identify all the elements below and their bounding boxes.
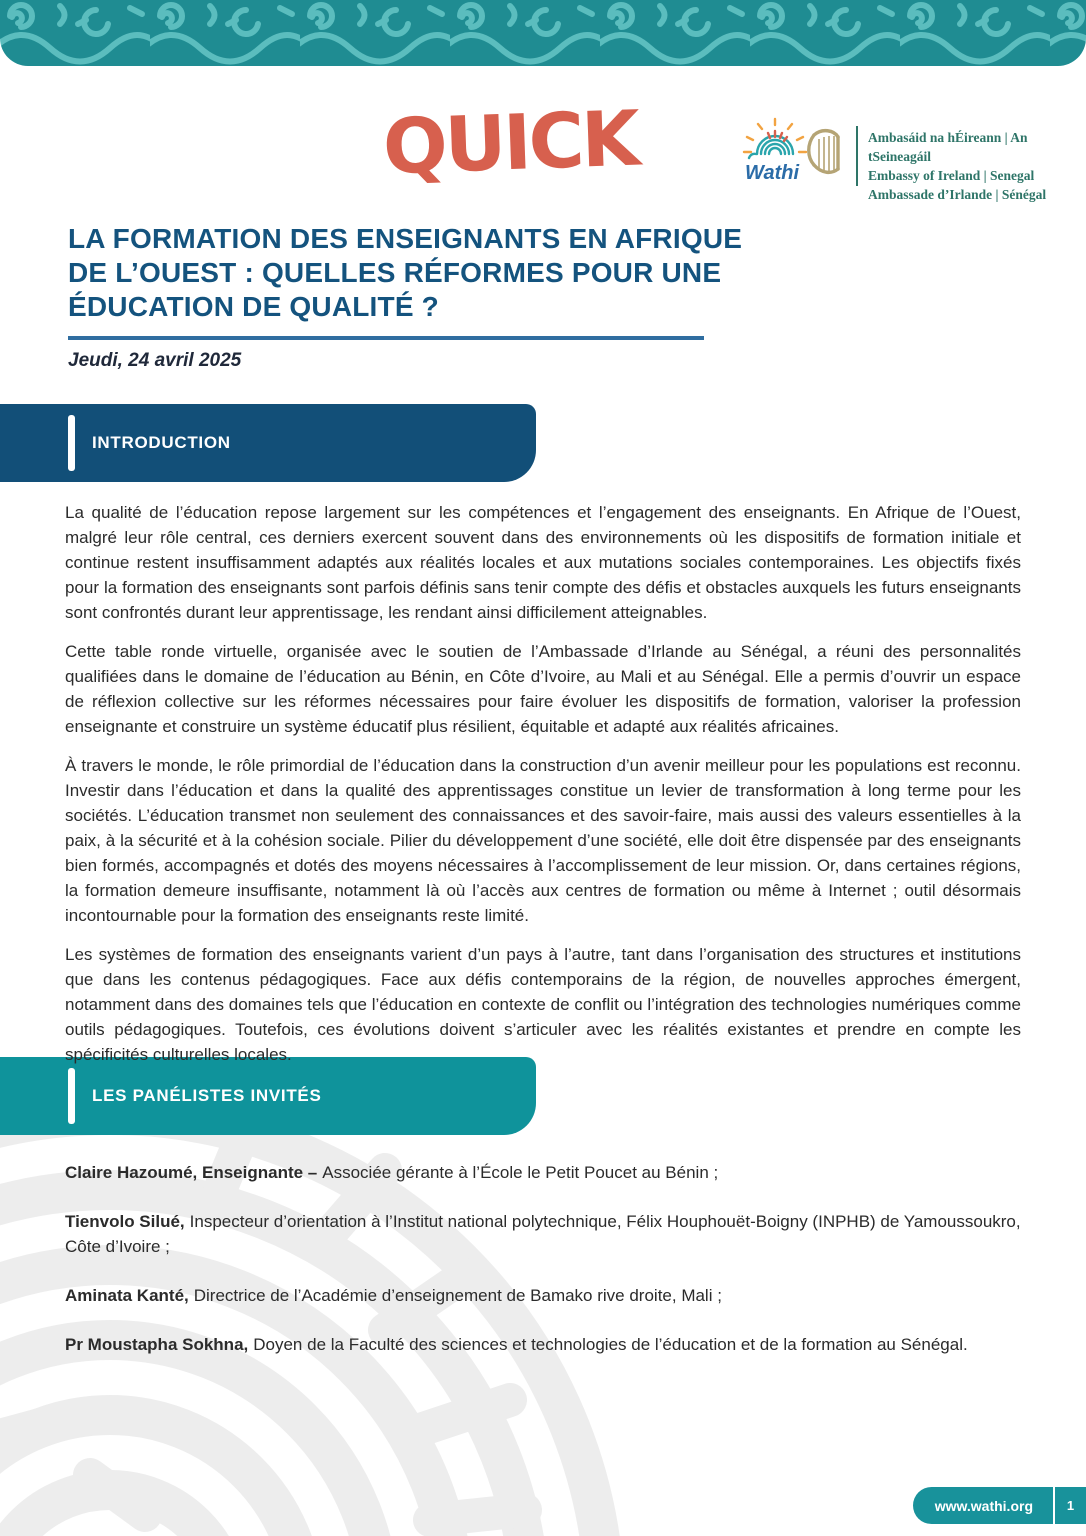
introduction-body — [65, 500, 1021, 1081]
title-line-3: ÉDUCATION DE QUALITÉ ? — [68, 291, 439, 322]
wathi-logo — [731, 112, 813, 186]
panelist-name: Claire Hazoumé, Enseignante – — [65, 1163, 318, 1182]
panelist-name: Tienvolo Silué, — [65, 1212, 185, 1231]
embassy-logo-divider — [856, 126, 858, 186]
website-link[interactable]: www.wathi.org — [913, 1487, 1053, 1524]
list-item — [65, 1332, 1021, 1357]
paragraph: Les systèmes de formation des enseignants varient d’un pays à l’autre, tant dans l’organisation des structures et institutions que dans les contenus pédagogiques. Face aux défis contemporains de la région, de nouvelles approches émergent, notamment dans des domaines tels que l’éducation en contexte de conflit ou l’intégration des technologies numériques comme outils pédagogiques. Toutefois, ces évolutions doivent s’articuler avec les réalités existantes et prendre en compte les spécificités culturelles locales. — [65, 945, 1021, 1064]
panelist-name: Pr Moustapha Sokhna, — [65, 1335, 249, 1354]
panelist-description: Associée gérante à l’École le Petit Poucet au Bénin ; — [322, 1163, 719, 1182]
paragraph: À travers le monde, le rôle primordial de l’éducation dans la construction d’un avenir meilleur pour les populations est reconnu. Investir dans l’éducation et dans la qualité des apprentissages constitue un levier de transformation à long terme pour les sociétés. L’éducation transmet non seulement des connaissances et des savoir-faire, mais aussi des valeurs essentielles à la paix, à la sécurité et à la cohésion sociale. Pilier du développement d’une société, elle doit être dispensée par des enseignants bien formés, accompagnés et dotés des moyens nécessaires à l’accomplissement de leur mission. Or, dans certaines régions, la formation demeure insuffisante, notamment là où l’accès aux centres de formation ou même à Internet ; outil désormais incontournable pour la formation des enseignants reste limité. — [65, 756, 1021, 925]
panelists-section-label: LES PANÉLISTES INVITÉS — [92, 1086, 322, 1105]
panelists-list — [65, 1160, 1021, 1381]
title-underline — [68, 336, 704, 340]
panelist-description: Directrice de l’Académie d’enseignement de Bamako rive droite, Mali ; — [193, 1286, 722, 1305]
introduction-section-label: INTRODUCTION — [92, 433, 231, 452]
embassy-line-irish: Ambasáid na hÉireann | An tSeineagáil — [868, 130, 1028, 164]
title-line-2: DE L’OUEST : QUELLES RÉFORMES POUR UNE — [68, 257, 722, 288]
list-item — [65, 1160, 1021, 1185]
event-date: Jeudi, 24 avril 2025 — [68, 350, 242, 371]
ireland-harp-icon — [803, 126, 849, 178]
introduction-section-banner — [0, 404, 536, 482]
panelist-description: Doyen de la Faculté des sciences et technologies de l’éducation et de la formation au Sénégal. — [253, 1335, 968, 1354]
embassy-line-english: Embassy of Ireland | Senegal — [868, 168, 1035, 183]
list-item — [65, 1283, 1021, 1308]
embassy-of-ireland-logotype — [868, 128, 1068, 204]
list-item — [65, 1209, 1021, 1259]
section-accent-bar — [68, 415, 75, 471]
page-number: 1 — [1055, 1487, 1086, 1524]
panelist-name: Aminata Kanté, — [65, 1286, 189, 1305]
embassy-line-french: Ambassade d’Irlande | Sénégal — [868, 187, 1047, 202]
panelist-description: Inspecteur d’orientation à l’Institut national polytechnique, Félix Houphouët-Boigny (INPHB) de Yamoussoukro, Côte d’Ivoire ; — [65, 1212, 1021, 1256]
footer — [913, 1487, 1086, 1524]
wathi-wordmark: Wathi — [744, 162, 800, 184]
quick-logo: QUICK — [381, 93, 639, 192]
paragraph: La qualité de l’éducation repose largement sur les compétences et l’engagement des enseignants. En Afrique de l’Ouest, malgré leur rôle central, ces derniers exercent souvent dans des environnements où les dispositifs de formation initiale et continue restent insuffisamment adaptés aux réalités locales et aux mutations sociales contemporaines. Les objectifs fixés pour la formation des enseignants sont parfois définis sans tenir compte des défis et obstacles auxquels les futurs enseignants sont confrontés durant leur apprentissage, les rendant ainsi difficilement atteignables. — [65, 503, 1021, 622]
title-line-1: LA FORMATION DES ENSEIGNANTS EN AFRIQUE — [68, 223, 743, 254]
page-title — [68, 222, 748, 324]
paragraph: Cette table ronde virtuelle, organisée avec le soutien de l’Ambassade d’Irlande au Sénégal, a réuni des personnalités qualifiées dans le domaine de l’éducation au Bénin, en Côte d’Ivoire, au Mali et au Sénégal. Elle a permis d’ouvrir un espace de réflexion collective sur les réformes nécessaires pour faire évoluer les dispositifs de formation, valoriser la profession enseignante et construire un système éducatif plus résilient, équitable et adapté aux réalités africaines. — [65, 642, 1021, 736]
header-pattern-band — [0, 0, 1086, 66]
